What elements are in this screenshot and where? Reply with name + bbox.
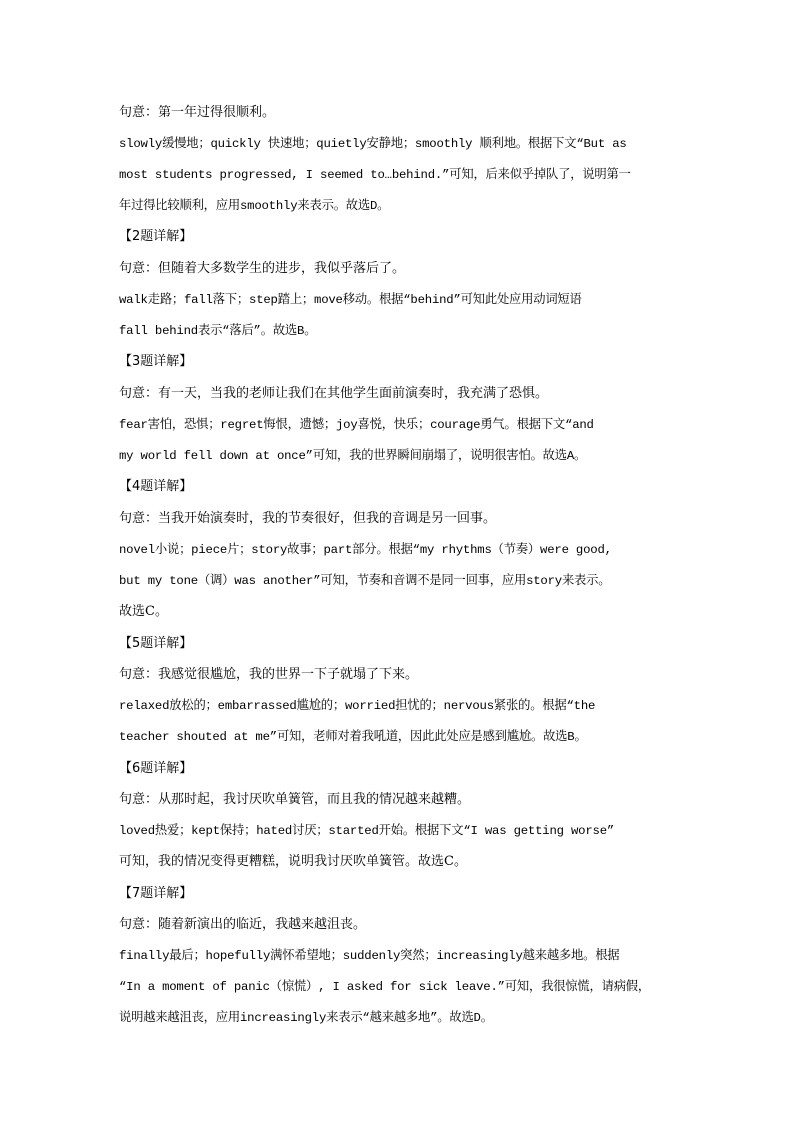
section-heading: 【7题详解】: [119, 886, 193, 901]
text-line: 句意：但随着大多数学生的进步，我似乎落后了。: [119, 261, 406, 276]
section-heading: 【3题详解】: [119, 354, 193, 369]
text-line: 句意：第一年过得很顺利。: [119, 105, 276, 120]
section-heading: 【6题详解】: [119, 761, 193, 776]
text-line: most students progressed, I seemed to…behind.”可知，后来似乎掉队了，说明第一: [119, 168, 631, 182]
text-line: fear害怕，恐惧；regret悔恨，遗憾；joy喜悦，快乐；courage勇气。根据下文“and: [119, 418, 594, 432]
text-line: “In a moment of panic（惊慌）, I asked for sick leave.”可知，我很惊慌，请病假，: [119, 980, 650, 994]
text-line: 句意：我感觉很尴尬，我的世界一下子就塌了下来。: [119, 667, 419, 682]
text-line: finally最后；hopefully满怀希望地；suddenly突然；increasingly越来越多地。根据: [119, 949, 620, 963]
text-line: walk走路；fall落下；step踏上；move移动。根据“behind”可知此处应用动词短语: [119, 293, 582, 307]
text-line: novel小说；piece片；story故事；part部分。根据“my rhythms（节奏）were good,: [119, 543, 612, 557]
text-line: 说明越来越沮丧，应用increasingly来表示“越来越多地”。故选D。: [119, 1011, 493, 1025]
text-line: 可知，我的情况变得更糟糕，说明我讨厌吹单簧管。故选C。: [119, 854, 467, 869]
section-heading: 【4题详解】: [119, 479, 193, 494]
section-heading: 【2题详解】: [119, 229, 193, 244]
text-line: 故选C。: [119, 604, 168, 619]
text-line: relaxed放松的；embarrassed尴尬的；worried担忧的；nervous紧张的。根据“the: [119, 699, 596, 713]
text-line: loved热爱；kept保持；hated讨厌；started开始。根据下文“I was getting worse”: [119, 824, 615, 838]
section-heading: 【5题详解】: [119, 636, 193, 651]
text-line: 句意：当我开始演奏时，我的节奏很好，但我的音调是另一回事。: [119, 511, 497, 526]
text-line: teacher shouted at me”可知，老师对着我吼道，因此此处应是感到尴尬。故选B。: [119, 730, 587, 744]
text-line: 年过得比较顺利，应用smoothly来表示。故选D。: [119, 199, 390, 213]
text-line: my world fell down at once”可知，我的世界瞬间崩塌了，说明很害怕。故选A。: [119, 449, 587, 463]
text-line: slowly缓慢地；quickly 快速地；quietly安静地；smoothly 顺利地。根据下文“But as: [119, 137, 627, 151]
text-line: 句意：从那时起，我讨厌吹单簧管，而且我的情况越来越糟。: [119, 792, 471, 807]
text-line: but my tone（调）was another”可知，节奏和音调不是同一回事，应用story来表示。: [119, 574, 611, 588]
text-line: fall behind表示“落后”。故选B。: [119, 324, 317, 338]
text-line: 句意：随着新演出的临近，我越来越沮丧。: [119, 917, 367, 932]
text-line: 句意：有一天，当我的老师让我们在其他学生面前演奏时，我充满了恐惧。: [119, 386, 549, 401]
